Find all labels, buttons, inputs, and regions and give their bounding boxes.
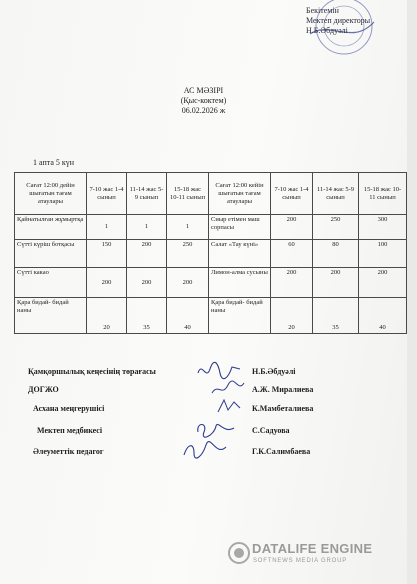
portion-cell: 1 <box>87 215 127 240</box>
portion-cell: 80 <box>313 240 359 268</box>
dish-cell: Сүтті күріш ботқасы <box>15 240 87 268</box>
portion-cell: 1 <box>167 215 209 240</box>
signature-name: Г.К.Салимбаева <box>252 447 311 456</box>
signature-name: А.Ж. Миралиева <box>252 385 314 394</box>
portion-cell: 20 <box>271 298 313 334</box>
approval-line-3: Н.Б.Әбдуәлі <box>306 26 348 35</box>
signature-row-deputy <box>0 385 407 405</box>
header-cell: 15-18 жас 10-11 сынып <box>359 173 407 215</box>
header-cell: 7-10 жас 1-4 сынып <box>87 173 127 215</box>
signature-name: К.Мамбеталиева <box>252 404 314 413</box>
signature-role: ДОГЖО <box>28 385 59 394</box>
approval-line-2: Мектеп директоры <box>306 16 371 25</box>
approval-line-1: Бекітемін <box>306 6 339 15</box>
watermark-title: DATALIFE ENGINE <box>252 541 373 556</box>
signature-role: Әлеуметтік педагог <box>33 447 104 456</box>
dish-cell: Қара бидай- бидай наны <box>15 298 87 334</box>
portion-cell: 200 <box>359 268 407 298</box>
portion-cell: 200 <box>87 268 127 298</box>
table-row <box>15 268 407 298</box>
menu-table <box>14 172 407 334</box>
header-cell: 15-18 жас 10-11 сынып <box>167 173 209 215</box>
handwritten-signature-icon <box>194 418 236 440</box>
portion-cell: 60 <box>271 240 313 268</box>
header-cell: Сағат 12:00 кейін шығатын тағам атаулары <box>209 173 271 215</box>
signature-role: Асхана меңгерушісі <box>33 404 105 413</box>
menu-date: 06.02.2026 ж <box>181 106 226 115</box>
portion-cell: 40 <box>167 298 209 334</box>
signature-role: Мектеп медбикесі <box>37 426 103 435</box>
portion-cell: 40 <box>359 298 407 334</box>
header-cell: 7-10 жас 1-4 сынып <box>271 173 313 215</box>
approval-block <box>306 6 406 36</box>
portion-cell: 200 <box>127 240 167 268</box>
signature-row-social-pedagogue <box>0 447 407 467</box>
dish-cell: Сүтті какао <box>15 268 87 298</box>
portion-cell: 250 <box>313 215 359 240</box>
header-cell: 11-14 жас 5-9 сынып <box>313 173 359 215</box>
portion-cell: 250 <box>167 240 209 268</box>
portion-cell: 35 <box>313 298 359 334</box>
dish-cell: Салат «Тау күні» <box>209 240 271 268</box>
portion-cell: 200 <box>271 268 313 298</box>
dish-cell: Лимон-алма сусыны <box>209 268 271 298</box>
portion-cell: 150 <box>87 240 127 268</box>
signature-role: Қамқоршылық кеңесінің төрағасы <box>28 367 156 376</box>
portion-cell: 1 <box>127 215 167 240</box>
header-cell: 11-14 жас 5-9 сынып <box>127 173 167 215</box>
portion-cell: 200 <box>313 268 359 298</box>
portion-cell: 100 <box>359 240 407 268</box>
watermark-subtitle: SOFTNEWS MEDIA GROUP <box>253 558 348 564</box>
portion-cell: 35 <box>127 298 167 334</box>
dish-cell: Қайнатылған жұмыртқа <box>15 215 87 240</box>
portion-cell: 200 <box>271 215 313 240</box>
watermark <box>226 540 396 570</box>
week-label: 1 апта 5 күн <box>33 158 75 167</box>
table-row <box>15 298 407 334</box>
handwritten-signature-icon <box>180 439 228 461</box>
table-row <box>15 215 407 240</box>
menu-title: АС МӘЗІРІ <box>183 86 224 95</box>
signature-row-board-chair <box>0 367 407 387</box>
handwritten-signature-icon <box>214 396 244 416</box>
header-cell: Сағат 12:00 дейін шығатын тағам атаулары <box>15 173 87 215</box>
datalife-logo-icon <box>228 542 250 564</box>
portion-cell: 300 <box>359 215 407 240</box>
table-row <box>15 240 407 268</box>
table-header-row <box>15 173 407 215</box>
portion-cell: 200 <box>167 268 209 298</box>
dish-cell: Сиыр етімен маш сорпасы <box>209 215 271 240</box>
portion-cell: 200 <box>127 268 167 298</box>
menu-subtitle: (Қыс-коктем) <box>180 96 227 105</box>
signature-name: Н.Б.Әбдуәлі <box>252 367 296 376</box>
dish-cell: Қара бидай- бидай наны <box>209 298 271 334</box>
signature-name: С.Садуова <box>252 426 290 435</box>
portion-cell: 20 <box>87 298 127 334</box>
